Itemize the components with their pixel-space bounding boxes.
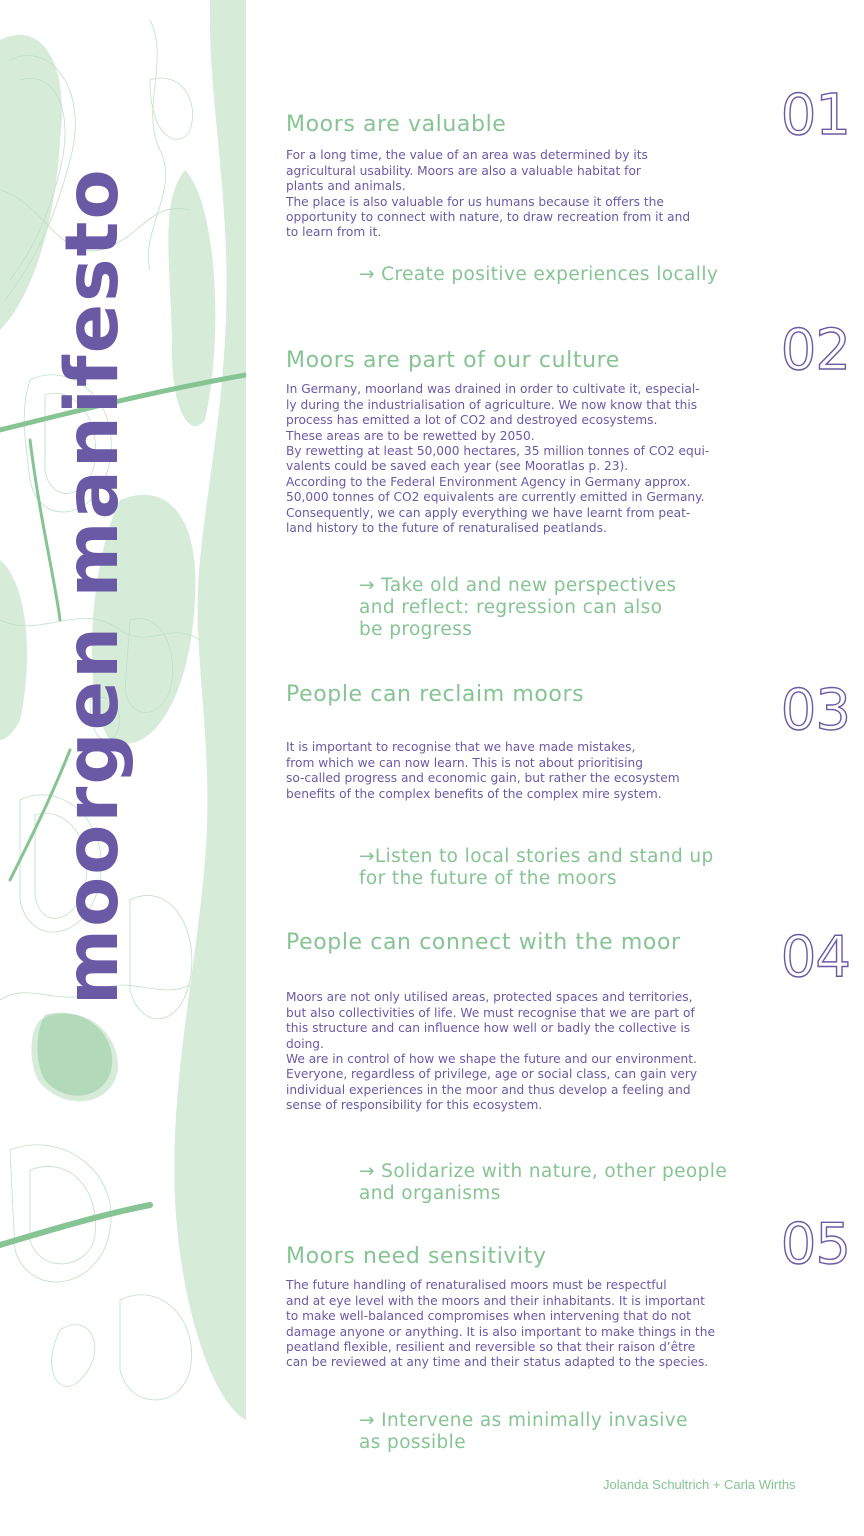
section-heading: People can reclaim moors <box>286 682 585 707</box>
section-action-05: → Intervene as minimally invasive as possible <box>359 1410 688 1453</box>
section-05 <box>286 1244 766 1371</box>
section-body: In Germany, moorland was drained in order to cultivate it, especial- ly during the industrialisation of agriculture. We now know that this process has emitted a lot of CO2 and destroyed ecosystems. These areas are to be rewetted by 2050. By rewetting at least 50,000 hectares, 35 million tonnes of CO2 equi- valents could be saved each year (see Mooratlas p. 23). According to the Federal Environment Agency in Germany approx. 50,000 tonnes of CO2 equivalents are currently emitted in Germany. Consequently, we can apply everything we have learnt from peat- land history to the future of renaturalised peatlands. <box>286 382 710 536</box>
section-number-04: 04 <box>780 925 850 990</box>
section-action-02: → Take old and new perspectives and reflect: regression can also be progress <box>359 575 677 640</box>
section-number-05: 05 <box>780 1212 850 1277</box>
section-body: For a long time, the value of an area was determined by its agricultural usability. Moors are also a valuable habitat for plants and animals. The place is also valuable for us humans because it offers the opportunity to connect with nature, to draw recreation from it and to learn from it. <box>286 148 691 240</box>
section-03 <box>286 682 766 802</box>
section-action-03: →Listen to local stories and stand up for the future of the moors <box>359 846 714 889</box>
author-credit: Jolanda Schultrich + Carla Wirths <box>603 1477 796 1492</box>
section-02 <box>286 348 766 536</box>
section-heading: Moors are part of our culture <box>286 348 620 373</box>
section-heading: People can connect with the moor <box>286 930 681 955</box>
section-body: The future handling of renaturalised moors must be respectful and at eye level with the moors and their inhabitants. It is important to make well-balanced compromises when intervening that do not damage anyone or anything. It is also important to make things in the peatland flexible, resilient and reversible so that their raison d’être can be reviewed at any time and their status adapted to the species. <box>286 1278 715 1370</box>
section-04 <box>286 930 766 1114</box>
section-action-01: → Create positive experiences locally <box>359 264 719 285</box>
section-body: Moors are not only utilised areas, protected spaces and territories, but also collectivities of life. We must recognise that we are part of this structure and can influence how well or badly the collective is doing. We are in control of how we shape the future and our environment. Everyone, regardless of privilege, age or social class, can gain very individual experiences in the moor and thus develop a feeling and sense of responsibility for this ecosystem. <box>286 990 698 1113</box>
section-body: It is important to recognise that we have made mistakes, from which we can now learn. This is not about prioritising so-called progress and economic gain, but rather the ecosystem benefits of the complex benefits of the complex mire system. <box>286 740 680 801</box>
section-number-03: 03 <box>780 678 850 743</box>
section-action-04: → Solidarize with nature, other people and organisms <box>359 1161 728 1204</box>
section-01 <box>286 112 766 241</box>
section-number-01: 01 <box>780 83 850 148</box>
section-heading: Moors need sensitivity <box>286 1244 547 1269</box>
section-heading: Moors are valuable <box>286 112 507 137</box>
section-number-02: 02 <box>780 318 850 383</box>
manifesto-title: moorgen manifesto <box>50 167 135 1005</box>
